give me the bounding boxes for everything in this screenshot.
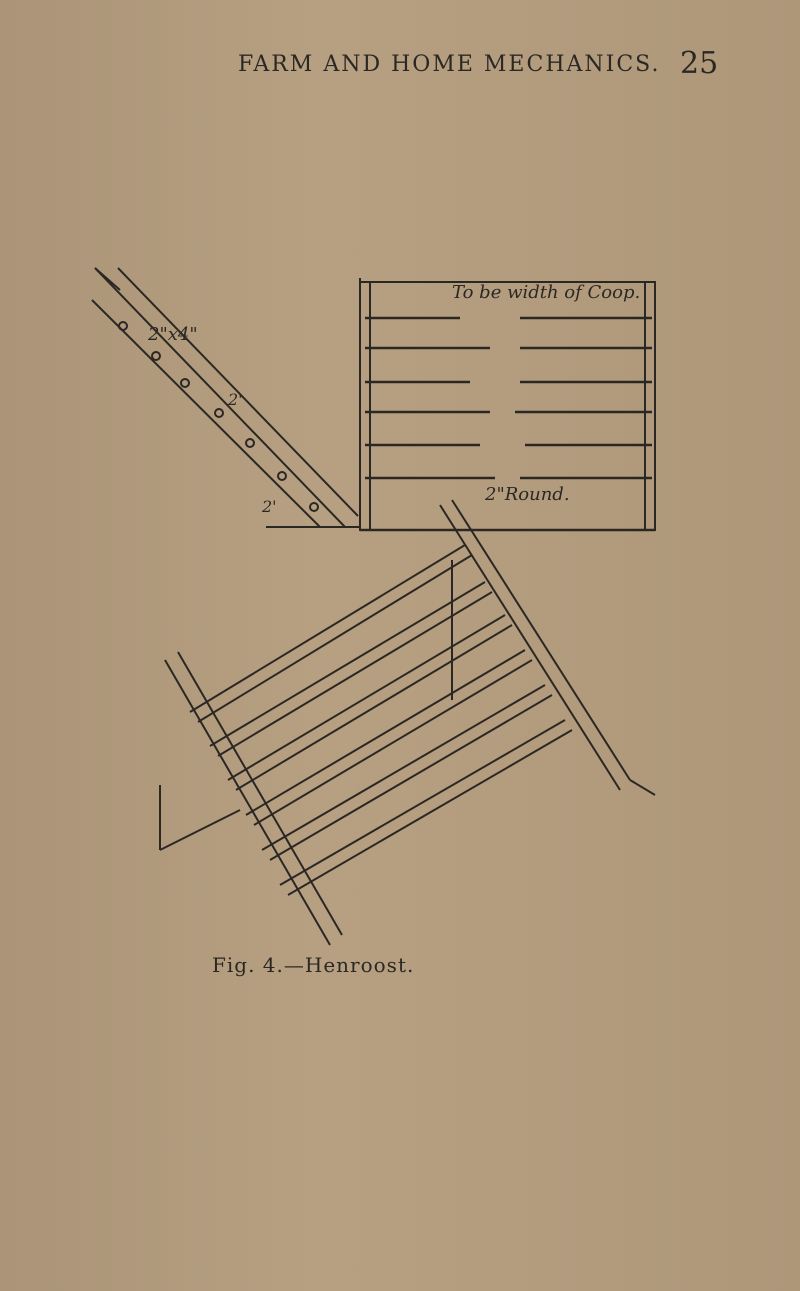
width-note: To be width of Coop. [452, 282, 641, 303]
rail-note: 2"Round. [485, 484, 570, 505]
side-view-leg [92, 268, 360, 527]
perspective-view [160, 500, 655, 945]
figure-caption: Fig. 4.—Henroost. [212, 953, 415, 977]
page-number: 25 [680, 46, 719, 81]
side-dimension-label: 2"x4" [148, 324, 198, 345]
side-view-rail-ends [119, 322, 318, 511]
page-header-title: FARM AND HOME MECHANICS. [238, 52, 661, 77]
spacing-label-1: 2' [228, 390, 243, 409]
spacing-label-2: 2' [262, 497, 277, 516]
